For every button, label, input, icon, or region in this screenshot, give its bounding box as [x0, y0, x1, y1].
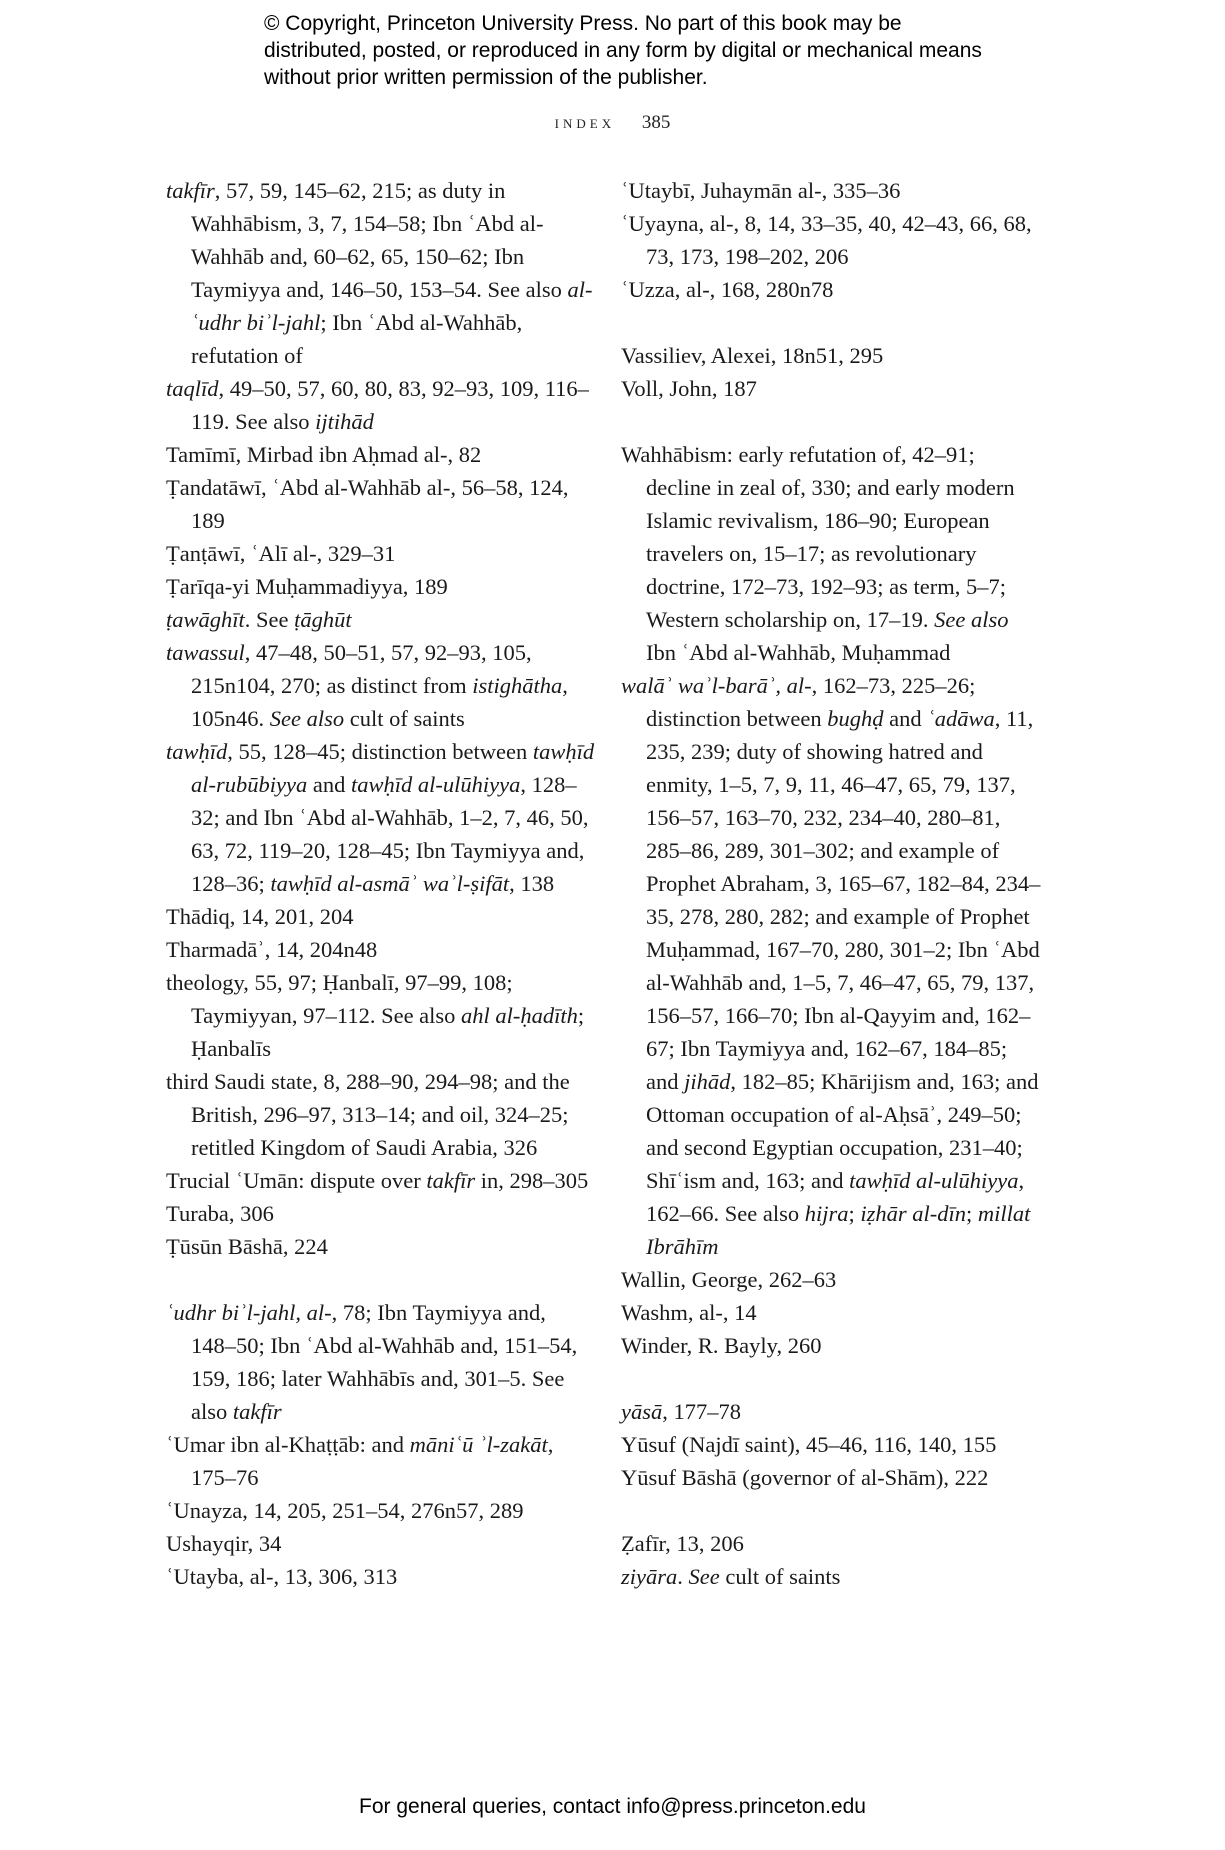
- index-text: , 182–85; Khārijism and, 163; and Ottoman occupation of al-Aḥsāʾ, 249–50; and second Egyptian occupation, 231–40; Shīʿism and, 163; and: [646, 1069, 1039, 1193]
- index-entry: [166, 735, 596, 900]
- index-text: , 11, 235, 239; duty of showing hatred and enmity, 1–5, 7, 9, 11, 46–47, 65, 79, 137, 156–57, 163–70, 232, 234–40, 280–81, 285–86, 289, 301–302; and example of Prophet Abraham, 3, 165–67, 182–84, 234–35, 278, 280, 282; and example of Prophet Muḥammad, 167–70, 280, 301–2; Ibn ʿAbd al-Wahhāb and, 1–5, 7, 46–47, 65, 79, 137, 156–57, 166–70; Ibn al-Qayyim and, 162–67; Ibn Taymiyya and, 162–67, 184–85; and: [646, 706, 1041, 1094]
- index-term-italic: yāsā: [621, 1399, 663, 1424]
- letter-group-gap: [166, 1263, 596, 1296]
- index-entry: [166, 1230, 596, 1263]
- index-term-italic: ahl al-ḥadīth: [461, 1003, 578, 1028]
- index-text: , 78; Ibn Taymiyya and, 148–50; Ibn ʿAbd al-Wahhāb and, 151–54, 159, 186; later Wahhābīs and, 301–5. See also: [191, 1300, 578, 1424]
- index-term-italic: takfīr: [166, 178, 215, 203]
- index-term-italic: takfīr: [426, 1168, 476, 1193]
- index-term-italic: ʿudhr biʾl-jahl, al-: [166, 1300, 332, 1325]
- index-entry: [166, 174, 596, 372]
- index-text: cult of saints: [344, 706, 465, 731]
- index-text: ʿUnayza, 14, 205, 251–54, 276n57, 289: [166, 1498, 524, 1523]
- index-text: Ushayqir, 34: [166, 1531, 282, 1556]
- index-entry: [166, 1527, 596, 1560]
- index-text: Vassiliev, Alexei, 18n51, 295: [621, 343, 884, 368]
- copyright-notice: © Copyright, Princeton University Press. No part of this book may be distributed, posted, or reproduced in any form by digital or mechanical means without prior written permission of the publisher.: [264, 12, 982, 89]
- index-entry: [621, 372, 1041, 405]
- index-text: Wallin, George, 262–63: [621, 1267, 837, 1292]
- index-term-italic: takfīr: [232, 1399, 282, 1424]
- index-term-italic: ʿadāwa: [927, 706, 995, 731]
- index-text: Yūsuf Bāshā (governor of al-Shām), 222: [621, 1465, 989, 1490]
- index-term-italic: ziyāra: [621, 1564, 678, 1589]
- index-text: and: [883, 706, 928, 731]
- index-text: Washm, al-, 14: [621, 1300, 757, 1325]
- index-text: , 55, 128–45; distinction between: [227, 739, 533, 764]
- letter-group-gap: [621, 405, 1041, 438]
- index-entry: [166, 372, 596, 438]
- index-text: Turaba, 306: [166, 1201, 274, 1226]
- running-head: [0, 112, 1225, 134]
- index-text: third Saudi state, 8, 288–90, 294–98; and the British, 296–97, 313–14; and oil, 324–25; retitled Kingdom of Saudi Arabia, 326: [166, 1069, 570, 1160]
- index-entry: [621, 1560, 1041, 1593]
- index-entry: [621, 339, 1041, 372]
- index-text: , 47–48, 50–51, 57, 92–93, 105, 215n104, 270; as distinct from: [191, 640, 532, 698]
- index-entry: [166, 1560, 596, 1593]
- index-text: ; Ibn ʿAbd al-Wahhāb, refutation of: [191, 310, 523, 368]
- index-entry: [621, 1461, 1041, 1494]
- footer-contact: For general queries, contact info@press.princeton.edu: [359, 1795, 866, 1818]
- index-entry: [621, 174, 1041, 207]
- index-term-italic: tawḥīd al-asmāʾ waʾl-ṣifāt: [270, 871, 510, 896]
- index-text: . See: [244, 607, 295, 632]
- index-term-italic: iẓhār al-dīn: [860, 1201, 967, 1226]
- index-text: Voll, John, 187: [621, 376, 757, 401]
- letter-group-gap: [621, 306, 1041, 339]
- index-term-italic: See also: [269, 706, 345, 731]
- index-entry: [166, 636, 596, 735]
- index-term-italic: ṭawāghīt: [166, 607, 245, 632]
- index-text: in, 298–305: [475, 1168, 589, 1193]
- index-text: Ṭandatāwī, ʿAbd al-Wahhāb al-, 56–58, 124, 189: [166, 475, 569, 533]
- index-entry: [166, 933, 596, 966]
- index-entry: [621, 1428, 1041, 1461]
- index-entry: [621, 1527, 1041, 1560]
- index-text: , 177–78: [662, 1399, 741, 1424]
- index-term-italic: tawḥīd: [166, 739, 228, 764]
- running-head-label: index: [554, 112, 616, 133]
- index-entry: [166, 1065, 596, 1164]
- index-entry: [621, 1263, 1041, 1296]
- index-term-italic: jihād: [684, 1069, 731, 1094]
- index-entry: [166, 1197, 596, 1230]
- index-text: Ṭanṭāwī, ʿAlī al-, 329–31: [166, 541, 396, 566]
- index-text: ʿUzza, al-, 168, 280n78: [621, 277, 834, 302]
- index-text: Winder, R. Bayly, 260: [621, 1333, 822, 1358]
- index-text: , 49–50, 57, 60, 80, 83, 92–93, 109, 116–119. See also: [191, 376, 589, 434]
- index-text: , 128–32; and Ibn ʿAbd al-Wahhāb, 1–2, 7, 46, 50, 63, 72, 119–20, 128–45; Ibn Taymiyya and, 128–36;: [191, 772, 589, 896]
- index-term-italic: walāʾ waʾl-barāʾ, al-: [621, 673, 812, 698]
- index-entry: [166, 603, 596, 636]
- index-entry: [166, 1428, 596, 1494]
- index-entry: [621, 1329, 1041, 1362]
- index-term-italic: taqlīd: [166, 376, 219, 401]
- index-entry: [621, 1296, 1041, 1329]
- index-text: , 138: [509, 871, 555, 896]
- index-text: Trucial ʿUmān: dispute over: [166, 1168, 427, 1193]
- index-text: Tharmadāʾ, 14, 204n48: [166, 937, 378, 962]
- index-text: Ṭūsūn Bāshā, 224: [166, 1234, 328, 1259]
- index-term-italic: See also: [934, 607, 1009, 632]
- index-term-italic: istighātha: [472, 673, 563, 698]
- index-entry: [621, 669, 1041, 1263]
- index-entry: [621, 438, 1041, 669]
- index-text: ʿUtaybī, Juhaymān al-, 335–36: [621, 178, 901, 203]
- index-term-italic: tawassul: [166, 640, 245, 665]
- index-text: , 162–73, 225–26; distinction between: [646, 673, 976, 731]
- index-text: Wahhābism: early refutation of, 42–91; decline in zeal of, 330; and early modern Islamic revivalism, 186–90; European travelers on, 15–17; as revolutionary doctrine, 172–73, 192–93; as term, 5–7; Western scholarship on, 17–19.: [621, 442, 1015, 632]
- index-text: cult of saints: [719, 1564, 841, 1589]
- index-term-italic: tawḥīd al-ulūhiyya: [350, 772, 521, 797]
- index-text: ʿUtayba, al-, 13, 306, 313: [166, 1564, 398, 1589]
- index-text: , 57, 59, 145–62, 215; as duty in Wahhābism, 3, 7, 154–58; Ibn ʿAbd al-Wahhāb and, 60–62, 65, 150–62; Ibn Taymiyya and, 146–50, 153–54. See also: [191, 178, 568, 302]
- index-text: ʿUyayna, al-, 8, 14, 33–35, 40, 42–43, 66, 68, 73, 173, 198–202, 206: [621, 211, 1032, 269]
- index-entry: [621, 273, 1041, 306]
- index-term-italic: tawḥīd al-rubūbiyya: [191, 739, 595, 797]
- index-entry: [166, 1164, 596, 1197]
- index-text: ; Ḥanbalīs: [191, 1003, 585, 1061]
- index-entry: [166, 471, 596, 537]
- index-entry: [621, 207, 1041, 273]
- index-term-italic: ṭāghūt: [294, 607, 352, 632]
- index-text: Thādiq, 14, 201, 204: [166, 904, 354, 929]
- index-text: Ibn ʿAbd al-Wahhāb, Muḥammad: [646, 640, 951, 665]
- index-term-italic: See: [688, 1564, 720, 1589]
- index-text: .: [677, 1564, 689, 1589]
- index-term-italic: tawḥīd al-ulūhiyya: [849, 1168, 1019, 1193]
- index-entry: [166, 900, 596, 933]
- index-term-italic: hijra: [804, 1201, 849, 1226]
- index-text: , 105n46.: [191, 673, 568, 731]
- index-entry: [166, 570, 596, 603]
- index-entry: [166, 1494, 596, 1527]
- index-entry: [621, 1395, 1041, 1428]
- index-text: and: [307, 772, 351, 797]
- index-text: , 162–66. See also: [646, 1168, 1025, 1226]
- index-term-italic: māniʿū ʾl-zakāt: [409, 1432, 548, 1457]
- index-term-italic: millat Ibrāhīm: [646, 1201, 1031, 1259]
- index-text: , 175–76: [191, 1432, 554, 1490]
- page-number: 385: [641, 112, 671, 133]
- index-entry: [166, 537, 596, 570]
- index-entry: [166, 966, 596, 1065]
- index-text: Yūsuf (Najdī saint), 45–46, 116, 140, 155: [621, 1432, 997, 1457]
- letter-group-gap: [621, 1494, 1041, 1527]
- index-text: ʿUmar ibn al-Khaṭṭāb: and: [166, 1432, 410, 1457]
- index-column-left: [166, 174, 596, 1593]
- index-entry: [166, 438, 596, 471]
- index-text: Ṭarīqa-yi Muḥammadiyya, 189: [166, 574, 448, 599]
- index-term-italic: al-ʿudhr biʾl-jahl: [191, 277, 593, 335]
- index-text: theology, 55, 97; Ḥanbalī, 97–99, 108; Taymiyyan, 97–112. See also: [166, 970, 513, 1028]
- index-term-italic: bughḍ: [827, 706, 884, 731]
- index-text: Ẓafīr, 13, 206: [621, 1531, 744, 1556]
- index-text: Tamīmī, Mirbad ibn Aḥmad al-, 82: [166, 442, 482, 467]
- index-entry: [166, 1296, 596, 1428]
- index-text: ;: [848, 1201, 861, 1226]
- index-term-italic: ijtihād: [315, 409, 374, 434]
- letter-group-gap: [621, 1362, 1041, 1395]
- index-column-right: [621, 174, 1041, 1593]
- index-text: ;: [966, 1201, 978, 1226]
